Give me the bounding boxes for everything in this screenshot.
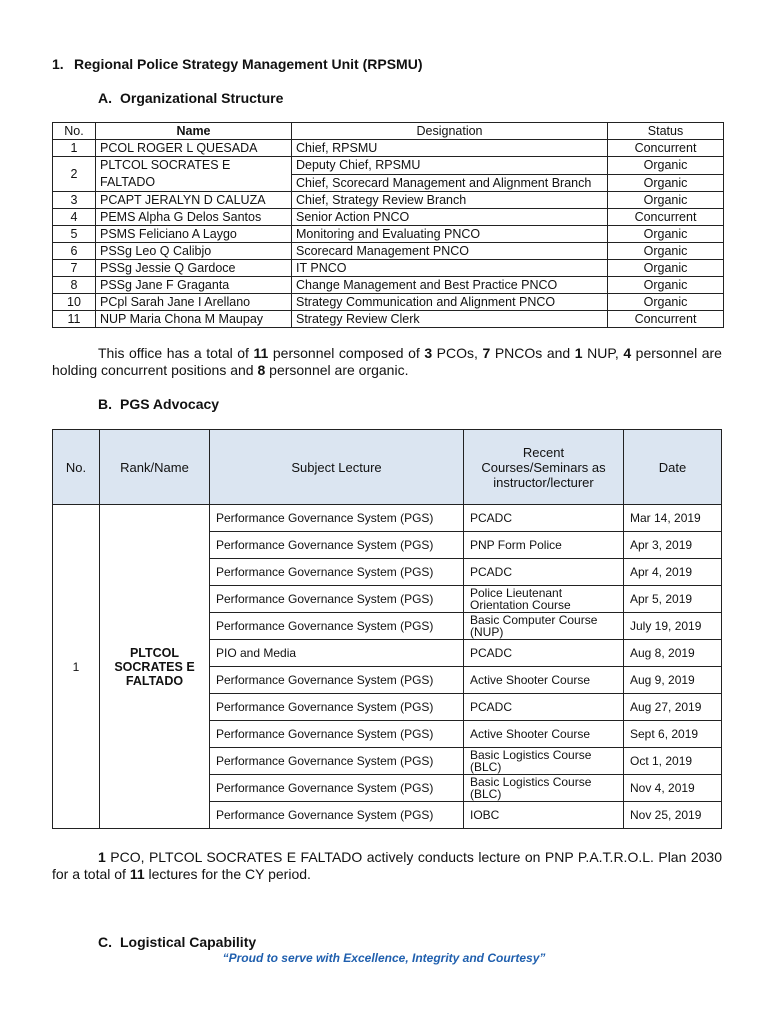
- cell-course: Basic Logistics Course (BLC): [464, 775, 624, 802]
- cell-status: Organic: [608, 260, 724, 277]
- cell-course: PCADC: [464, 559, 624, 586]
- cell-subject: Performance Governance System (PGS): [210, 802, 464, 829]
- header-date: Date: [624, 430, 722, 505]
- cell-course: Basic Computer Course (NUP): [464, 613, 624, 640]
- section-c-heading: [98, 934, 256, 950]
- header-subject-lecture: Subject Lecture: [210, 430, 464, 505]
- table-row: [53, 311, 724, 328]
- table-row: [53, 226, 724, 243]
- cell-no: 7: [53, 260, 96, 277]
- bold-number: 3: [424, 345, 433, 361]
- table-row: [53, 209, 724, 226]
- pgs-advocacy-table: [52, 429, 722, 829]
- bold-number: 11: [253, 345, 269, 361]
- cell-status: Organic: [608, 277, 724, 294]
- cell-designation: Scorecard Management PNCO: [292, 243, 608, 260]
- header-status: Status: [608, 123, 724, 140]
- table-row: [53, 260, 724, 277]
- header-designation: Designation: [292, 123, 608, 140]
- header-rank-name: Rank/Name: [100, 430, 210, 505]
- cell-status: Organic: [608, 294, 724, 311]
- header-no: No.: [53, 123, 96, 140]
- cell-date: Sept 6, 2019: [624, 721, 722, 748]
- cell-status: Concurrent: [608, 209, 724, 226]
- cell-name: PSSg Leo Q Calibjo: [96, 243, 292, 260]
- section-title: Organizational Structure: [120, 90, 284, 106]
- bold-number: 7: [482, 345, 491, 361]
- cell-date: Mar 14, 2019: [624, 505, 722, 532]
- text-run: personnel composed of: [268, 345, 425, 361]
- table-row: [53, 157, 724, 175]
- section-1-heading: [52, 56, 423, 72]
- text-run: PNCOs and: [490, 345, 575, 361]
- text-run: lectures for the CY period.: [144, 866, 311, 882]
- section-number: 1.: [52, 56, 64, 72]
- cell-name: NUP Maria Chona M Maupay: [96, 311, 292, 328]
- cell-status: Concurrent: [608, 140, 724, 157]
- cell-course: Police Lieutenant Orientation Course: [464, 586, 624, 613]
- text-run: PCO, PLTCOL SOCRATES E FALTADO actively conducts lecture on PNP P.A.T.R.O.L. Plan 2030 for a total of: [52, 849, 722, 882]
- text-run: personnel are holding concurrent positions and: [52, 345, 722, 378]
- cell-subject: Performance Governance System (PGS): [210, 721, 464, 748]
- footer-motto: “Proud to serve with Excellence, Integrity and Courtesy”: [222, 951, 546, 965]
- cell-course: IOBC: [464, 802, 624, 829]
- cell-name: PEMS Alpha G Delos Santos: [96, 209, 292, 226]
- cell-no: 4: [53, 209, 96, 226]
- cell-no: 1: [53, 505, 100, 829]
- cell-no: 5: [53, 226, 96, 243]
- section-a-heading: [98, 90, 283, 106]
- cell-no: 11: [53, 311, 96, 328]
- cell-subject: Performance Governance System (PGS): [210, 667, 464, 694]
- cell-designation: Strategy Communication and Alignment PNCO: [292, 294, 608, 311]
- table-header-row: [53, 123, 724, 140]
- table-row: [53, 140, 724, 157]
- cell-name: PCOL ROGER L QUESADA: [96, 140, 292, 157]
- cell-name: PSSg Jessie Q Gardoce: [96, 260, 292, 277]
- text-run: This office has a total of: [98, 345, 254, 361]
- cell-designation: Change Management and Best Practice PNCO: [292, 277, 608, 294]
- bold-number: 4: [623, 345, 632, 361]
- cell-subject: Performance Governance System (PGS): [210, 505, 464, 532]
- text-run: NUP,: [582, 345, 624, 361]
- cell-date: Apr 3, 2019: [624, 532, 722, 559]
- cell-date: Nov 25, 2019: [624, 802, 722, 829]
- cell-designation: IT PNCO: [292, 260, 608, 277]
- cell-course: PCADC: [464, 640, 624, 667]
- cell-rank-name: PLTCOL SOCRATES E FALTADO: [100, 505, 210, 829]
- cell-date: Apr 5, 2019: [624, 586, 722, 613]
- personnel-summary-paragraph: [52, 345, 722, 379]
- cell-name: PLTCOL SOCRATES E FALTADO: [96, 157, 292, 192]
- cell-subject: Performance Governance System (PGS): [210, 748, 464, 775]
- cell-no: 10: [53, 294, 96, 311]
- table-row: [53, 277, 724, 294]
- cell-subject: Performance Governance System (PGS): [210, 559, 464, 586]
- cell-no: 8: [53, 277, 96, 294]
- cell-designation: Chief, RPSMU: [292, 140, 608, 157]
- cell-name: PCAPT JERALYN D CALUZA: [96, 192, 292, 209]
- cell-date: Aug 8, 2019: [624, 640, 722, 667]
- cell-no: 2: [53, 157, 96, 192]
- section-letter: B.: [98, 396, 112, 412]
- cell-course: Active Shooter Course: [464, 667, 624, 694]
- bold-number: 1: [574, 345, 583, 361]
- bold-number: 8: [257, 362, 266, 378]
- section-title: PGS Advocacy: [120, 396, 220, 412]
- cell-course: PNP Form Police: [464, 532, 624, 559]
- table-row: [53, 294, 724, 311]
- section-title: Logistical Capability: [120, 934, 257, 950]
- section-b-heading: [98, 396, 219, 412]
- cell-name: PCpl Sarah Jane I Arellano: [96, 294, 292, 311]
- text-run: personnel are organic.: [265, 362, 409, 378]
- table-header-row: [53, 430, 722, 505]
- cell-date: Apr 4, 2019: [624, 559, 722, 586]
- table-row: [53, 192, 724, 209]
- section-title: Regional Police Strategy Management Unit (RPSMU): [74, 56, 423, 72]
- cell-subject: Performance Governance System (PGS): [210, 613, 464, 640]
- cell-course: PCADC: [464, 505, 624, 532]
- cell-designation: Monitoring and Evaluating PNCO: [292, 226, 608, 243]
- section-letter: A.: [98, 90, 112, 106]
- cell-name: PSSg Jane F Graganta: [96, 277, 292, 294]
- bold-number: 1: [98, 849, 106, 865]
- cell-date: Aug 9, 2019: [624, 667, 722, 694]
- cell-date: Nov 4, 2019: [624, 775, 722, 802]
- cell-no: 6: [53, 243, 96, 260]
- cell-subject: Performance Governance System (PGS): [210, 532, 464, 559]
- cell-subject: Performance Governance System (PGS): [210, 694, 464, 721]
- cell-status: Organic: [608, 157, 724, 175]
- text-run: PCOs,: [432, 345, 483, 361]
- lecture-summary-paragraph: [52, 849, 722, 883]
- cell-no: 1: [53, 140, 96, 157]
- cell-status: Concurrent: [608, 311, 724, 328]
- cell-date: July 19, 2019: [624, 613, 722, 640]
- cell-date: Aug 27, 2019: [624, 694, 722, 721]
- table-row: [53, 505, 722, 532]
- cell-date: Oct 1, 2019: [624, 748, 722, 775]
- header-recent-courses: Recent Courses/Seminars as instructor/lecturer: [464, 430, 624, 505]
- header-name: Name: [96, 123, 292, 140]
- cell-course: PCADC: [464, 694, 624, 721]
- cell-course: Active Shooter Course: [464, 721, 624, 748]
- cell-subject: Performance Governance System (PGS): [210, 775, 464, 802]
- cell-subject: Performance Governance System (PGS): [210, 586, 464, 613]
- cell-status: Organic: [608, 226, 724, 243]
- header-no: No.: [53, 430, 100, 505]
- cell-status: Organic: [608, 174, 724, 192]
- cell-status: Organic: [608, 192, 724, 209]
- cell-no: 3: [53, 192, 96, 209]
- org-structure-table: [52, 122, 724, 328]
- bold-number: 11: [129, 866, 145, 882]
- cell-designation: Strategy Review Clerk: [292, 311, 608, 328]
- cell-designation: Deputy Chief, RPSMU: [292, 157, 608, 175]
- cell-name: PSMS Feliciano A Laygo: [96, 226, 292, 243]
- cell-subject: PIO and Media: [210, 640, 464, 667]
- cell-course: Basic Logistics Course (BLC): [464, 748, 624, 775]
- cell-designation: Senior Action PNCO: [292, 209, 608, 226]
- table-row: [53, 243, 724, 260]
- cell-status: Organic: [608, 243, 724, 260]
- section-letter: C.: [98, 934, 112, 950]
- cell-designation: Chief, Scorecard Management and Alignment Branch: [292, 174, 608, 192]
- cell-designation: Chief, Strategy Review Branch: [292, 192, 608, 209]
